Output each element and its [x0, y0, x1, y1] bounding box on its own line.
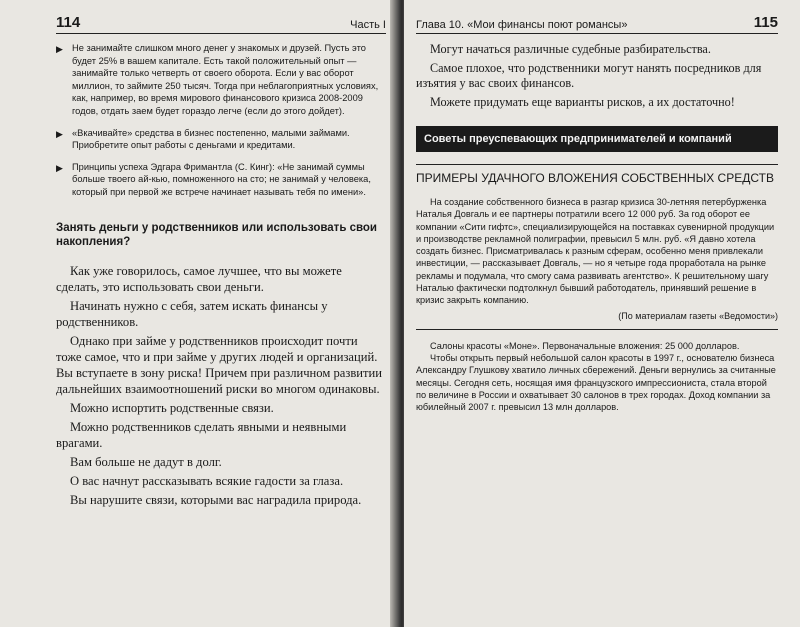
bullet-item [56, 127, 386, 152]
body-paragraph: Можно испортить родственные связи. [70, 400, 274, 415]
case-title: ПРИМЕРЫ УДАЧНОГО ВЛОЖЕНИЯ СОБСТВЕННЫХ СРЕДСТВ [416, 164, 778, 186]
left-page [0, 0, 398, 627]
body-paragraph: Начинать нужно с себя, затем искать финансы у родственников. [56, 298, 328, 329]
body-paragraph: Как уже говорилось, самое лучшее, что вы можете сделать, это использовать свои деньги. [56, 263, 342, 294]
page-number: 114 [56, 14, 81, 31]
running-head: Глава 10. «Мои финансы поют романсы» [416, 19, 628, 31]
body-paragraph: Самое плохое, что родственники могут нанять посредников для изъятия у вас своих финансов. [416, 60, 762, 90]
bullet-text: «Вкачивайте» средства в бизнес постепенно, малыми займами. Приобретите опыт работы с деньгами и кредитами. [72, 127, 350, 151]
case-paragraph: На создание собственного бизнеса в разгар кризиса 30-летняя петербурженка Наталья Довгаль и ее партнеры потратили всего 12 000 руб. За год оборот ее компании «Сити гифтс», специализирующейся на поставках сувенирной продукции и производстве рекламной полиграфии, превысил 5 млн. руб. «Я давно хотела создать бизнес. Присматривалась к разным сферам, особенно меня привлекали инвестиции, — рассказывает Довгаль, — но я четыре года проработала на рынке рекламы и подумала, что смогу сама развивать агентство». К решительному шагу Наталью фактически подтолкнул бывший работодатель, принявший решение в кризис закрыть компанию. [416, 197, 775, 306]
right-page-header [416, 14, 778, 34]
pointer-triangle-icon: ▶ [56, 162, 63, 173]
pointer-triangle-icon: ▶ [56, 128, 63, 139]
tips-banner: Советы преуспевающих предпринимателей и компаний [416, 126, 778, 152]
case-paragraph: Чтобы открыть первый небольшой салон красоты в 1997 г., основателю бизнеса Александру Глушкову хватило личных сбережений. Деньги вернулись за считанные месяцы. Сегодня сеть, носящая имя французского импрессиониста, стала второй по величине в России и охватывает 30 салонов в трех городах. Доход компании за юбилейный 2007 г. превысил 13 млн долларов. [416, 352, 776, 413]
bullet-text: Не занимайте слишком много денег у знакомых и друзей. Пусть это будет 25% в вашем капитале. Есть такой положительный опыт — занимайте только четверть от своего оборота. Если у вас оборот миллион, то займите 250 тысяч. Тогда при неблагоприятных условиях, как, например, во время мирового финансового кризиса 2008-2009 годов, отдать заем будет гораздо легче (если до этого дойдет). [72, 43, 379, 116]
body-paragraph: Можно родственников сделать явными и неявными врагами. [56, 419, 347, 450]
body-paragraph: Можете придумать еще варианты рисков, а их достаточно! [430, 94, 735, 109]
body-paragraph: Вы нарушите связи, которыми вас наградила природа. [70, 492, 362, 507]
bullet-item [56, 42, 386, 118]
left-page-header [56, 14, 386, 34]
divider [416, 329, 778, 330]
bullet-item [56, 161, 386, 199]
bullet-text: Принципы успеха Эдгара Фримантла (С. Кинг): «Не занимай суммы больше твоего ай-кью, помноженного на сто; не занимай у человека, который при первой же встрече начинает называть тебя по имени». [72, 161, 371, 197]
running-head: Часть I [350, 19, 386, 31]
source-note: (По материалам газеты «Ведомости») [618, 310, 778, 321]
pointer-triangle-icon: ▶ [56, 44, 63, 54]
section-title: Занять деньги у родственников или использовать свои накопления? [56, 221, 377, 248]
case-lead: Салоны красоты «Моне». Первоначальные вложения: 25 000 долларов. [430, 340, 740, 351]
right-page [404, 0, 800, 627]
page-number: 115 [753, 14, 778, 31]
body-paragraph: Вам больше не дадут в долг. [70, 454, 222, 469]
body-paragraph: О вас начнут рассказывать всякие гадости за глаза. [70, 473, 344, 488]
body-paragraph: Однако при займе у родственников происходит почти тоже самое, что и при займе у других людей и организаций. Вы вступаете в зону риска! Причем при различном развитии дальнейших взаимоотношений риски во многом одинаковы. [56, 333, 382, 396]
body-paragraph: Могут начаться различные судебные разбирательства. [430, 42, 711, 56]
